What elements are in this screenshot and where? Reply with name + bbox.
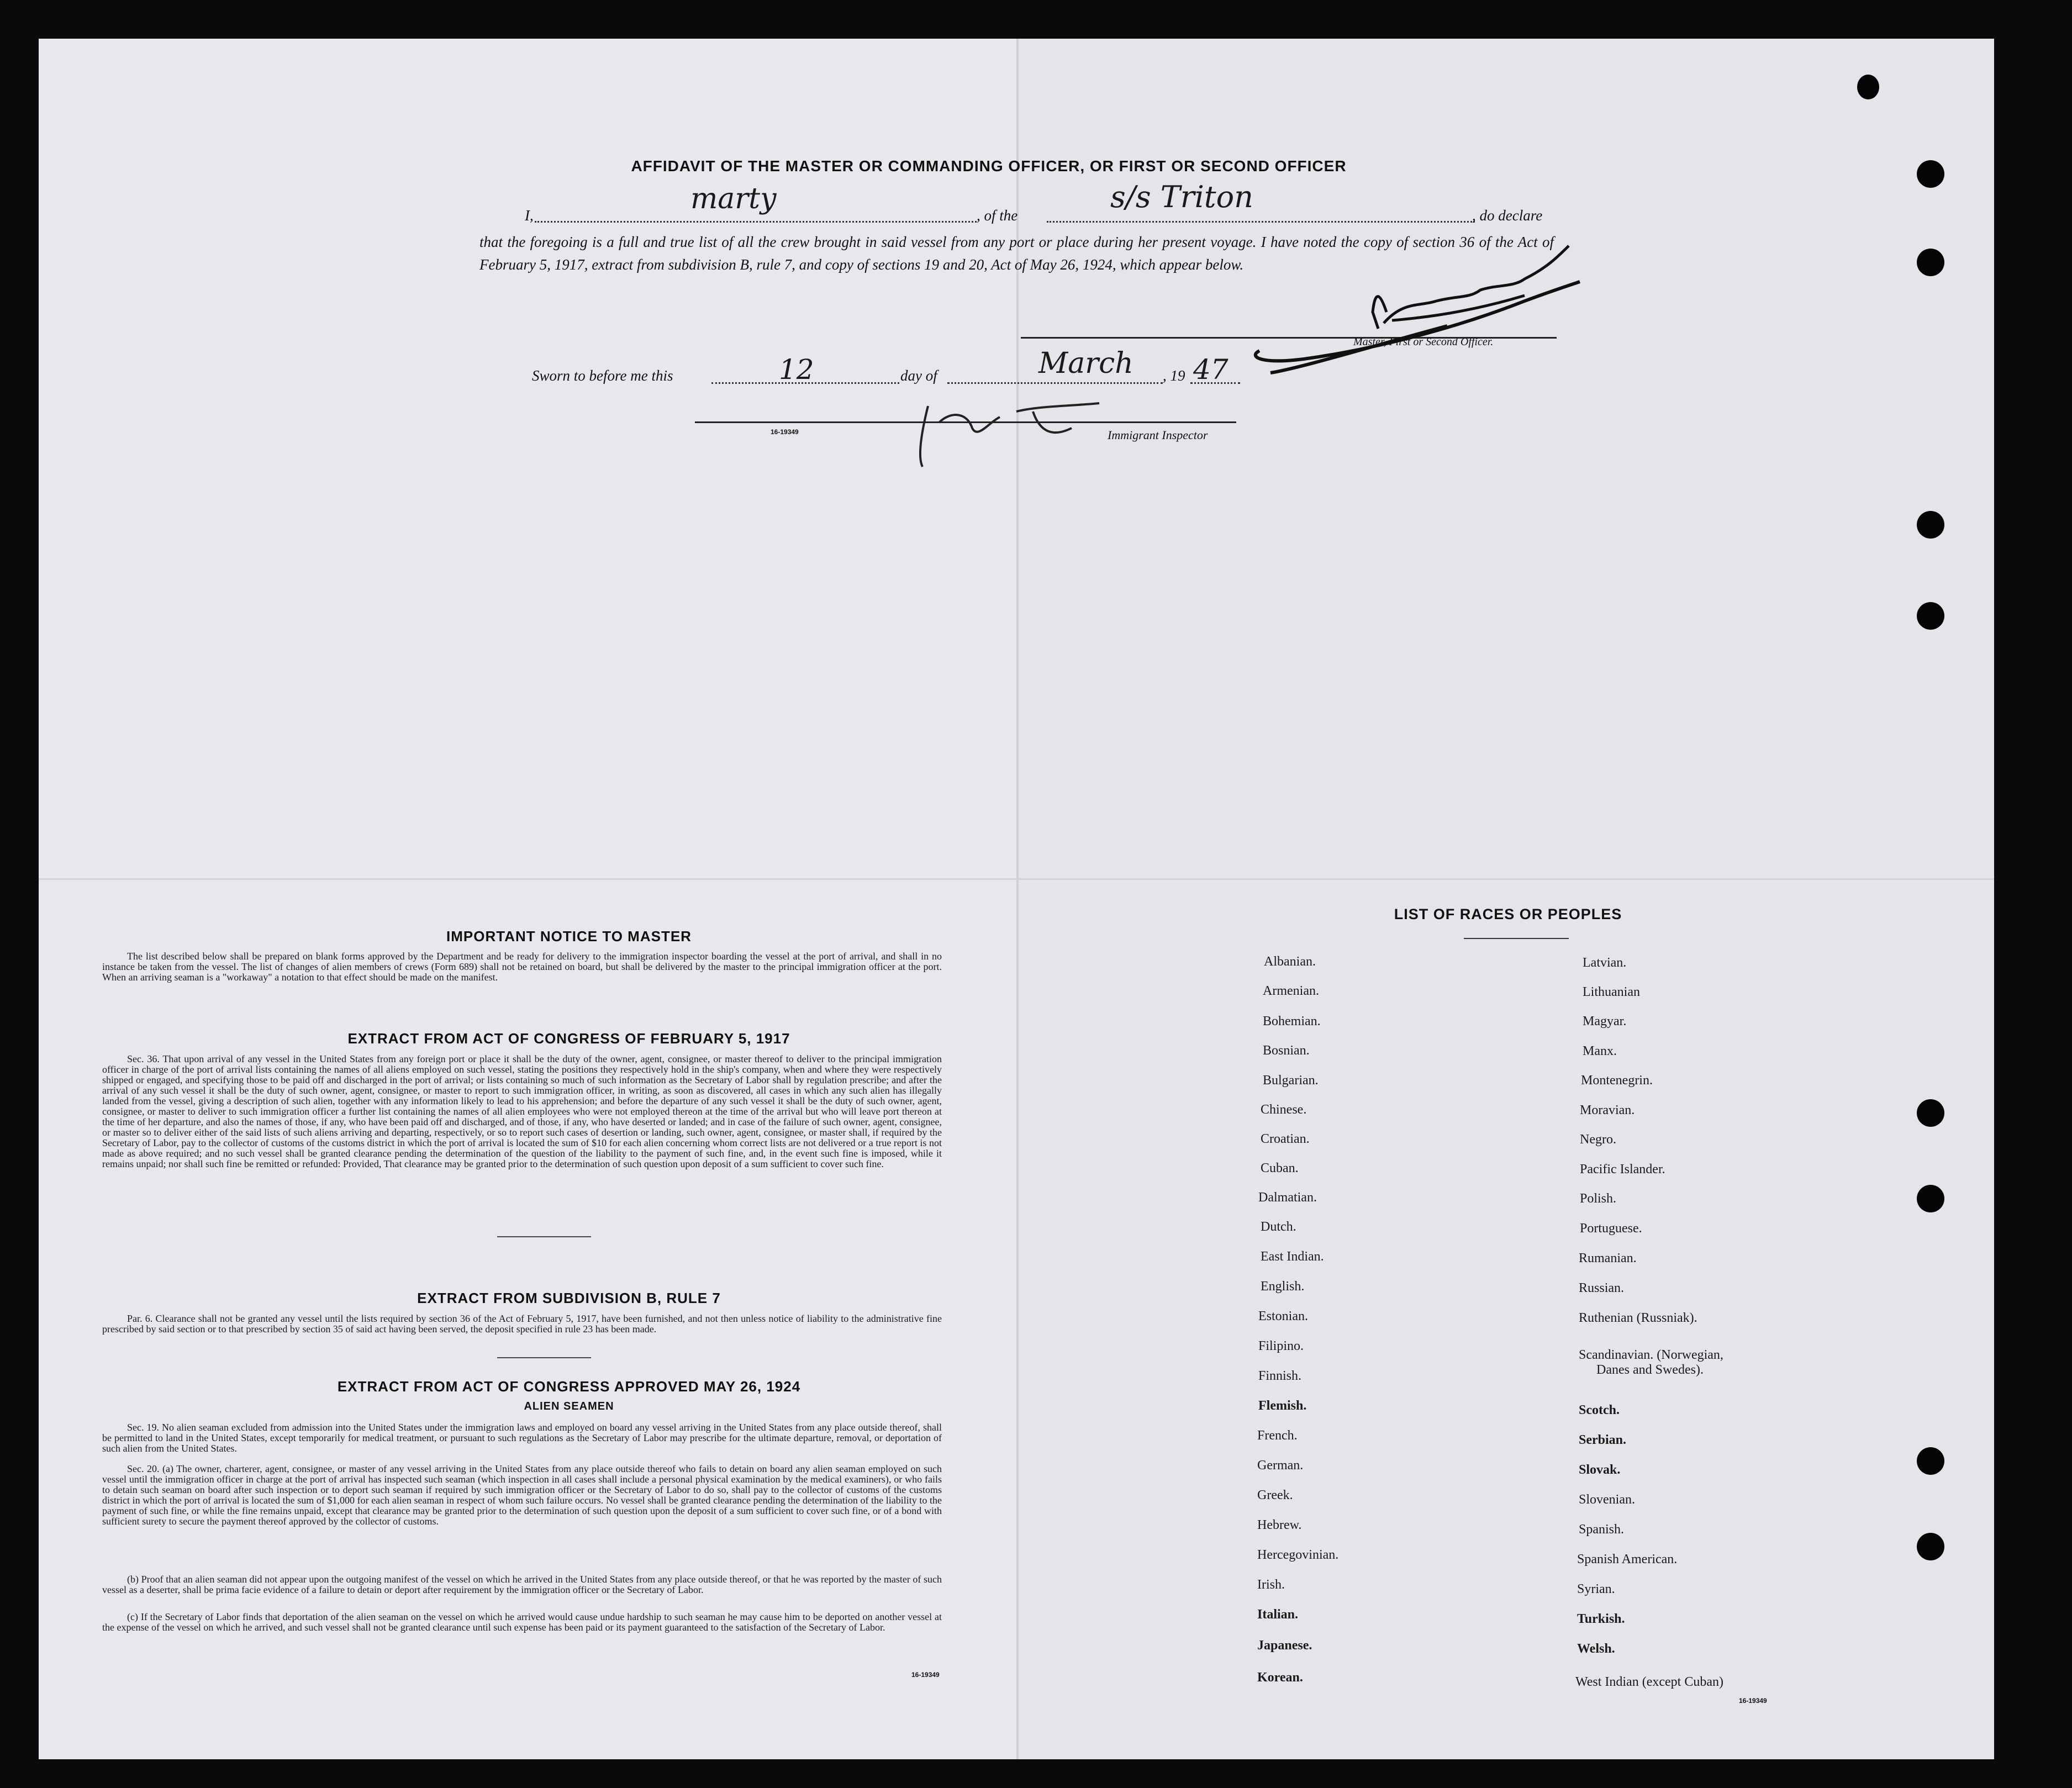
race-item: Dutch. [1261, 1220, 1296, 1234]
race-item: Filipino. [1258, 1339, 1304, 1353]
races-title: LIST OF RACES OR PEOPLES [1394, 906, 1622, 922]
affidavit-title: AFFIDAVIT OF THE MASTER OR COMMANDING OFFICER, OR FIRST OR SECOND OFFICER [631, 157, 1347, 175]
race-item: Bosnian. [1263, 1043, 1310, 1058]
race-item: Scandinavian. (Norwegian, [1579, 1348, 1723, 1362]
affidavit-declare-label: , do declare [1472, 207, 1543, 224]
sec19-text: Sec. 19. No alien seaman excluded from admission into the United States under the immigration laws and employed on board any vessel arriving in the United States from any place outside thereof, shall be permitted to land in the United States, except temporarily for medical treatment, or pursuant to such regulations as the Secretary of Labor may prescribe for the ultimate departure, removal, or deportation of such alien from the United States. [102, 1422, 942, 1454]
signature-label: Master, First or Second Officer. [1353, 336, 1494, 348]
sworn-year-handwritten: 47 [1193, 354, 1229, 386]
punch-hole-icon [1917, 1185, 1944, 1212]
sworn-month-field [947, 382, 1163, 384]
races-form-number: 16-19349 [1739, 1697, 1767, 1705]
punch-hole-icon [1917, 1533, 1944, 1560]
race-item: Russian. [1579, 1281, 1625, 1295]
race-item: Albanian. [1264, 954, 1316, 969]
race-item: Montenegrin. [1581, 1073, 1653, 1088]
race-item: Lithuanian [1583, 985, 1640, 999]
race-item: Scotch. [1579, 1403, 1620, 1417]
punch-hole-icon [1917, 1447, 1944, 1475]
extract-1917-text: Sec. 36. That upon arrival of any vessel in the United States from any foreign port or place it shall be the duty of the owner, agent, consignee, or master thereof to deliver to the principal immigration officer in charge of the port of arrival lists containing the names of all aliens employed on such vessel, stating the positions they respectively hold in the ship's company, when and where they were respectively shipped or engaged, and specifying those to be paid off and discharged in the port of arrival; or lists containing so much of such information as the Secretary of Labor shall by regulation prescribe; and after the arrival of any such vessel it shall be the duty of such owner, agent, consignee, or master to report to such immigration officer, in writing, as soon as discovered, all cases in which any such alien has illegally landed from the vessel, giving a description of such alien, together with any information likely to lead to his apprehension; and before the departure of any such vessel it shall be the duty of such owner, agent, consignee, or master to deliver to such immigration officer a further list containing the names of all alien employees who were not employed thereon at the time of the arrival but who will leave port thereon at the time of her departure, and also the names of those, if any, who have been paid off and discharged, and of those, if any, who have deserted or landed; and in case of the failure of such owner, agent, consignee, or master so to deliver either of the said lists of such aliens arriving and departing, respectively, or so to report such cases of desertion or landing, such owner, agent, consignee, or master shall, if required by the Secretary of Labor, pay to the collector of customs of the customs district in which the port of arrival is located the sum of $10 for each alien concerning whom correct lists are not delivered or a true report is not made as above required; and no such vessel shall be granted clearance pending the determination of the question of the liability to the payment of such fine, and, in the event such fine is imposed, while it remains unpaid; nor shall such fine be remitted or refunded: Provided, That clearance may be granted prior to the determination of such question upon deposit of a sum sufficient to cover such fine. [102, 1053, 942, 1169]
race-item: Bulgarian. [1263, 1073, 1319, 1088]
race-item: Slovenian. [1579, 1492, 1635, 1507]
race-item: Bohemian. [1263, 1014, 1321, 1029]
horizontal-fold [39, 878, 1994, 880]
divider [497, 1236, 591, 1237]
race-item: Serbian. [1579, 1433, 1627, 1447]
race-item: Japanese. [1257, 1638, 1312, 1653]
race-item: Flemish. [1258, 1399, 1307, 1413]
race-item: Finnish. [1258, 1369, 1302, 1383]
race-item: French. [1257, 1428, 1298, 1443]
race-item: Spanish. [1579, 1522, 1625, 1537]
extract-form-number: 16-19349 [911, 1671, 940, 1679]
race-item: Greek. [1257, 1488, 1293, 1502]
race-item: Spanish American. [1577, 1552, 1678, 1567]
race-item: Danes and Swedes). [1596, 1363, 1704, 1377]
race-item: East Indian. [1261, 1249, 1324, 1264]
race-item: Slovak. [1579, 1463, 1621, 1477]
race-item: Magyar. [1583, 1014, 1627, 1029]
punch-hole-icon [1857, 75, 1879, 99]
extract-1924-title: EXTRACT FROM ACT OF CONGRESS APPROVED MAY 26, 1924 [337, 1378, 801, 1395]
sec20a-text: Sec. 20. (a) The owner, charterer, agent, consignee, or master of any vessel arriving in the United States from any place outside thereof who fails to detain on board any alien seaman employed on such vessel until the immigration officer in charge at the port of arrival has inspected such seaman (which inspection in all cases shall include a personal physical examination by the medical examiners), or who fails to detain such seaman on board after such inspection or to deport such seaman if required by such immigration officer or the Secretary of Labor to do so, shall pay to the collector of customs of the customs district in which the port of arrival is located the sum of $1,000 for each alien seaman in respect of whom such failure occurs. No vessel shall be granted clearance pending the determination of the liability to the payment of such fine, or while the fine remains unpaid, except that clearance may be granted prior to the determination of such question upon the deposit of a sum sufficient to cover such fine, or of a bond with sufficient surety to secure the payment thereof approved by the collector of customs. [102, 1463, 942, 1527]
race-item: Syrian. [1577, 1582, 1615, 1596]
race-item: Pacific Islander. [1580, 1162, 1665, 1177]
extract-1917-title: EXTRACT FROM ACT OF CONGRESS OF FEBRUARY 5, 1917 [347, 1030, 790, 1047]
punch-hole-icon [1917, 511, 1944, 539]
race-item: Negro. [1580, 1132, 1616, 1147]
race-item: West Indian (except Cuban) [1575, 1675, 1723, 1689]
rule7-title: EXTRACT FROM SUBDIVISION B, RULE 7 [417, 1290, 721, 1306]
race-item: Dalmatian. [1258, 1190, 1317, 1205]
master-name-field [535, 221, 977, 223]
vertical-fold [1016, 39, 1019, 1759]
sworn-day-handwritten: 12 [779, 354, 814, 386]
race-item: Chinese. [1261, 1103, 1307, 1117]
race-item: Polish. [1580, 1191, 1617, 1206]
notice-title: IMPORTANT NOTICE TO MASTER [446, 928, 692, 945]
vessel-name-handwritten: s/s Triton [1110, 180, 1253, 214]
race-item: Korean. [1257, 1670, 1303, 1685]
race-item: Welsh. [1577, 1642, 1615, 1656]
sworn-label: Sworn to before me this [532, 367, 673, 384]
notice-text: The list described below shall be prepared on blank forms approved by the Department and be ready for delivery to the immigration inspector boarding the vessel at the port of arrival, and shall in no instance be taken from the vessel. The list of changes of alien members of crews (Form 689) shall not be retained on board, but shall be delivered by the master to the principal immigration officer at the port. When an arriving seaman is a "workaway" a notation to that effect should be made on the manifest. [102, 951, 942, 983]
sec20c-text: (c) If the Secretary of Labor finds that deportation of the alien seaman on the vessel on which he arrived would cause undue hardship to such seaman he may cause him to be deported on another vessel at the expense of the vessel on which he arrived, and such vessel shall not be granted clearance until such expense has been paid or its payment guaranteed to the satisfaction of the Secretary of Labor. [102, 1611, 942, 1633]
race-item: Manx. [1583, 1044, 1617, 1058]
races-title-underline [1464, 938, 1569, 939]
alien-seamen-subtitle: ALIEN SEAMEN [524, 1400, 614, 1412]
race-item: German. [1257, 1458, 1304, 1473]
affidavit-body: that the foregoing is a full and true list of all the crew brought in said vessel from any port or place during her present voyage. I have noted the copy of section 36 of the Act of February 5, 1917, extract from subdivision B, rule 7, and copy of sections 19 and 20, Act of May 26, 1924, which appear below. [479, 234, 1554, 273]
vessel-name-field [1047, 221, 1475, 223]
race-item: Ruthenian (Russniak). [1579, 1311, 1697, 1325]
rule7-text: Par. 6. Clearance shall not be granted any vessel until the lists required by section 36 of the Act of February 5, 1917, have been furnished, and not then unless notice of liability to the administrative fine prescribed by said section or to that prescribed by section 35 of said act having been served, the deposit specified in rule 23 has been made. [102, 1313, 942, 1335]
race-item: Italian. [1257, 1607, 1299, 1622]
inspector-label: Immigrant Inspector [1108, 428, 1208, 442]
master-signature-icon [1237, 235, 1657, 400]
race-item: Croatian. [1261, 1132, 1310, 1146]
race-item: Hebrew. [1257, 1518, 1302, 1532]
punch-hole-icon [1917, 160, 1944, 188]
race-item: Rumanian. [1579, 1251, 1637, 1265]
race-item: Irish. [1257, 1578, 1285, 1592]
master-name-handwritten: marty [690, 182, 777, 215]
punch-hole-icon [1917, 1099, 1944, 1127]
sworn-year-label: , 19 [1163, 367, 1185, 384]
punch-hole-icon [1917, 602, 1944, 630]
sworn-day-of-label: day of [900, 367, 937, 384]
punch-hole-icon [1917, 249, 1944, 276]
sworn-month-handwritten: March [1038, 347, 1133, 380]
race-item: Estonian. [1258, 1309, 1308, 1323]
race-item: English. [1261, 1279, 1305, 1294]
race-item: Moravian. [1580, 1103, 1635, 1117]
inspector-signature-icon [906, 389, 1116, 478]
race-item: Turkish. [1577, 1612, 1625, 1626]
affidavit-of-the-label: , of the [977, 207, 1018, 224]
affidavit-form-number: 16-19349 [771, 428, 799, 436]
race-item: Portuguese. [1580, 1221, 1642, 1236]
divider [497, 1357, 591, 1358]
sec20b-text: (b) Proof that an alien seaman did not appear upon the outgoing manifest of the vessel on which he arrived in the United States from any place outside thereof, or that he was reported by the master of such vessel as a deserter, shall be prima facie evidence of a failure to detain or deport after requirement by the immigration officer or the Secretary of Labor. [102, 1574, 942, 1595]
race-item: Latvian. [1583, 956, 1627, 970]
race-item: Cuban. [1261, 1161, 1299, 1175]
race-item: Hercegovinian. [1257, 1548, 1339, 1562]
race-item: Armenian. [1263, 984, 1319, 998]
affidavit-i-label: I, [525, 207, 534, 224]
